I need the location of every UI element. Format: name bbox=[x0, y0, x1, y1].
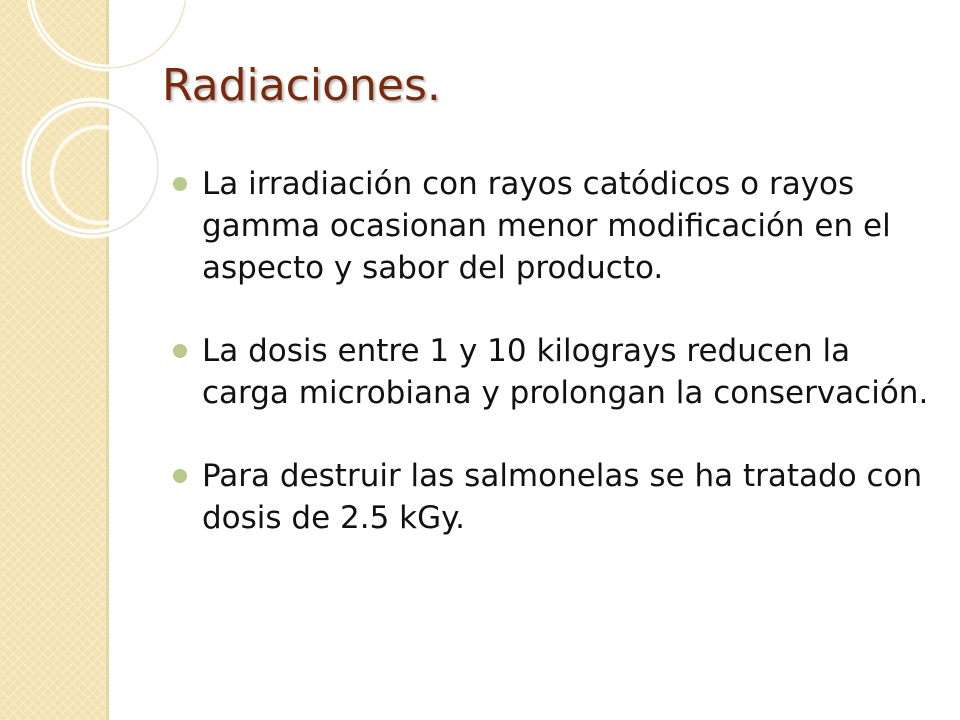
side-band-divider bbox=[106, 0, 109, 720]
bullet-item bbox=[172, 455, 932, 539]
bullet-text: Para destruir las salmonelas se ha tratado con dosis de 2.5 kGy. bbox=[202, 458, 923, 536]
round-bullet-icon bbox=[173, 177, 187, 191]
bullet-item bbox=[172, 330, 932, 414]
bullet-list bbox=[172, 163, 932, 580]
bullet-text: La irradiación con rayos catódicos o rayos gamma ocasionan menor modificación en el aspecto y sabor del producto. bbox=[202, 166, 891, 286]
bullet-text: La dosis entre 1 y 10 kilograys reducen la carga microbiana y prolongan la conservación. bbox=[202, 333, 929, 411]
slide-title: Radiaciones. bbox=[162, 60, 441, 111]
round-bullet-icon bbox=[173, 344, 187, 358]
decorative-side-band bbox=[0, 0, 106, 720]
bullet-item bbox=[172, 163, 932, 289]
round-bullet-icon bbox=[173, 469, 187, 483]
